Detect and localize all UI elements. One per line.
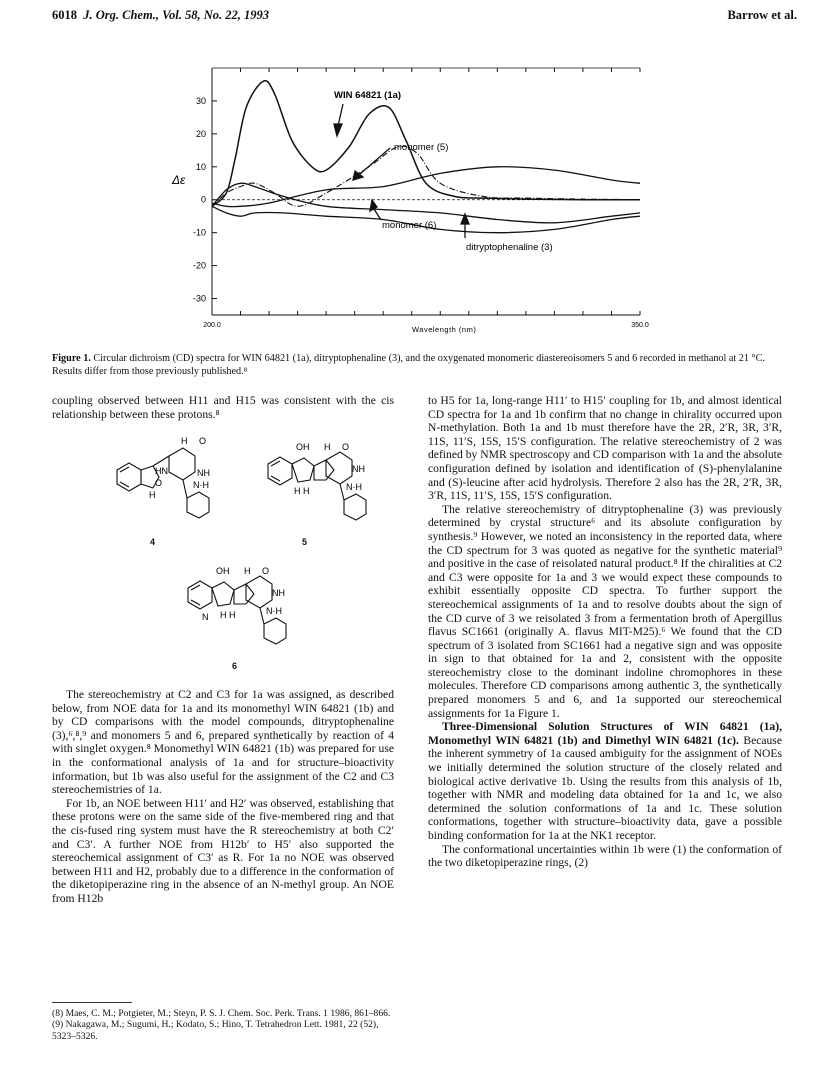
- structure-5-drawing: [258, 420, 398, 530]
- footnote-8: (8) Maes, C. M.; Potgieter, M.; Steyn, P. S. J. Chem. Soc. Perk. Trans. 1 1986, 861–866.: [52, 1008, 391, 1019]
- atom-hh: H H: [294, 486, 310, 496]
- paragraph: Because the inherent symmetry of 1a caused ambiguity for the assignment of NOEs we initially determined the solution structure of the closely related and biological active derivative 1b. Using the results from this analysis of 1b, together with NMR and modeling data obtained for 1a and 1c, we also determined the solution conformations of 1a and 1c. These solution conformations, together with structure–bioactivity data, gave a possible binding conformation for 1a at the NK1 receptor.: [428, 733, 782, 842]
- cd-spectra-chart: [150, 50, 660, 340]
- atom-nh-dots: N·H: [346, 482, 362, 492]
- figure-caption-text: Circular dichroism (CD) spectra for WIN 64821 (1a), ditryptophenaline (3), and the oxygenated monomeric diastereoisomers 5 and 6 recorded in methanol at 21 °C. Results differ from those previously published.⁸: [52, 353, 765, 377]
- footnote-9: (9) Nakagawa, M.; Sugumi, H.; Kodato, S.; Hino, T. Tetrahedron Lett. 1981, 22 (52), 5323–5326.: [52, 1019, 379, 1042]
- cd-curve-4: [212, 183, 640, 223]
- left-column-body: [52, 688, 394, 906]
- footnotes: [52, 1008, 394, 1042]
- footnote-rule: [52, 1002, 132, 1003]
- page-number: 6018: [52, 8, 77, 22]
- atom-o: O: [342, 442, 350, 452]
- compound-label-5: 5: [302, 537, 308, 547]
- atom-nh: NH: [272, 588, 285, 598]
- arrow-win64821: [338, 104, 343, 126]
- paragraph: to H5 for 1a, long-range H11′ to H15′ coupling for 1b, and almost identical CD spectra for 1a and 1b confirm that no change in chirality occurred upon N-methylation. Both 1a and 1b must therefore have the 2R, 2′R, 3R, 3′R, 11S, 11′S, 15S, 15′S configuration. The relative stereochemistry of 2 was defined by NMR spectroscopy and CD comparison with 1a and the absolute configuration defined by isolation and identification of (S)-phenylalanine and (S)-leucine after acid hydrolysis. Therefore 2 also has the 2R, 2′R, 3R, 3′R, 11S, 11′S, 15S, 15′S configuration.: [428, 394, 782, 503]
- atom-oh: OH: [216, 566, 230, 576]
- x-axis-label: Wavelength (nm): [412, 325, 477, 334]
- y-tick-label: -30: [192, 293, 206, 304]
- atom-hh: H H: [220, 610, 236, 620]
- cd-curve-5: [212, 167, 640, 207]
- paragraph: For 1b, an NOE between H11′ and H2′ was observed, establishing that these protons were on the same side of the five-membered ring and that the cis-fused ring system must have the R stereochemistry at both C2′ and C3′. A further NOE from H12b′ to H5′ also supported the stereochemical assignment of C3′ as R. For 1a no NOE was observed between H11 and H2, probably due to a difference in the conformation of the diketopiperazine ring in the absence of an N-methyl group. An NOE from H12b: [52, 796, 394, 905]
- compound-label-6: 6: [232, 661, 238, 671]
- figure-caption: [52, 352, 792, 378]
- left-column-top: [52, 394, 394, 421]
- structure-6-drawing: [180, 548, 320, 658]
- chart-frame: [212, 68, 640, 315]
- atom-n: N: [202, 612, 209, 622]
- atom-o2: O: [155, 478, 163, 488]
- atom-o: O: [199, 436, 207, 446]
- atom-oh: OH: [296, 442, 310, 452]
- paragraph: coupling observed between H11 and H15 was consistent with the cis relationship between these protons.⁸: [52, 394, 394, 421]
- y-tick-label: 20: [195, 128, 206, 139]
- arrowhead-win64821: [334, 124, 342, 136]
- series-label-monomer-5: monomer (5): [394, 142, 449, 153]
- y-tick-label: -20: [192, 260, 206, 271]
- paragraph: The stereochemistry at C2 and C3 for 1a was assigned, as described below, from NOE data for 1a and its monomethyl WIN 64821 (1b) and by CD comparisons with the model compounds, ditryptophenaline (3),⁶,⁸,⁹ and monomers 5 and 6, prepared synthetically by reaction of 4 with singlet oxygen.⁸ Monomethyl WIN 64821 (1b) was prepared for use in the conformational analysis of 1a and for structure–bioactivity information, but 1b was also useful for the assignment of the C2 and C3 stereochemistries of 1a.: [52, 688, 394, 797]
- structure-4-drawing: [95, 422, 235, 527]
- x-tick-label: 350.0: [631, 322, 649, 329]
- y-tick-label: 0: [200, 194, 206, 205]
- atom-h: H: [181, 436, 188, 446]
- right-column: [428, 394, 782, 870]
- series-label-win64821: WIN 64821 (1a): [334, 90, 402, 101]
- paragraph: The conformational uncertainties within 1b were (1) the conformation of the two diketopiperazine rings, (2): [428, 842, 782, 870]
- chart-ticks: [193, 68, 649, 329]
- series-label-monomer-6: monomer (6): [382, 220, 437, 231]
- paragraph: The relative stereochemistry of ditryptophenaline (3) was previously determined by crystal structure⁶ and its absolute configuration by synthesis.⁹ However, we noted an inconsistency in the reported data, where the CD spectrum for 3 was quoted as negative for the synthetic material⁹ and positive in the case of reisolated natural product.⁸ If the chiralities at C2 and C3 were opposite for 1a and 3 we would expect these compounds to exhibit essentially opposite CD spectra. To further support the stereochemical assignments of 1a and to resolve doubts about the sign of the CD curve of 3 we reisolated 3 from a fermentation broth of Apergillus flavus SC1661 (originally A. flavus MIT-M25).⁶ We found that the CD spectrum of 3 isolated from SC1661 had a negative sign and was opposite in sign to that obtained for 1a and 2, consistent with the opposite stereochemistry close to the dominant indoline chromophores in these molecules. Therefore CD comparisons among authentic 3, the synthetically prepared monomers 5 and 6, and 1a supported our stereochemical assignments for 1a Figure 1.: [428, 502, 782, 720]
- compound-label-4: 4: [150, 537, 156, 547]
- y-tick-label: -10: [192, 227, 206, 238]
- arrow-monomer-5: [360, 148, 390, 174]
- atom-nh: NH: [197, 468, 210, 478]
- x-tick-label: 200.0: [203, 322, 221, 329]
- atom-h: H: [244, 566, 251, 576]
- atom-o: O: [262, 566, 270, 576]
- series-label-ditryptophenaline: ditryptophenaline (3): [466, 242, 553, 253]
- chart-series: [212, 81, 640, 233]
- atom-h: H: [324, 442, 331, 452]
- running-header-journal: [52, 8, 269, 23]
- journal-citation: J. Org. Chem., Vol. 58, No. 22, 1993: [83, 8, 270, 22]
- structure-5: [258, 420, 398, 535]
- atom-nh-dots: N·H: [266, 606, 282, 616]
- y-tick-label: 10: [195, 161, 206, 172]
- structure-6: [180, 548, 320, 663]
- running-header-authors: Barrow et al.: [727, 8, 797, 22]
- figure-label: Figure 1.: [52, 353, 91, 364]
- atom-n-h: H: [149, 490, 156, 500]
- atom-nh: NH: [352, 464, 365, 474]
- atom-hn: HN: [155, 466, 168, 476]
- atom-nh-dots: N·H: [193, 480, 209, 490]
- y-axis-label: Δε: [172, 173, 186, 187]
- y-tick-label: 30: [195, 95, 206, 106]
- structure-4: [95, 422, 235, 532]
- section-heading: Three-Dimensional Solution Structures of WIN 64821 (1a), Monomethyl WIN 64821 (1b) and Dimethyl WIN 64821 (1c).: [428, 720, 782, 747]
